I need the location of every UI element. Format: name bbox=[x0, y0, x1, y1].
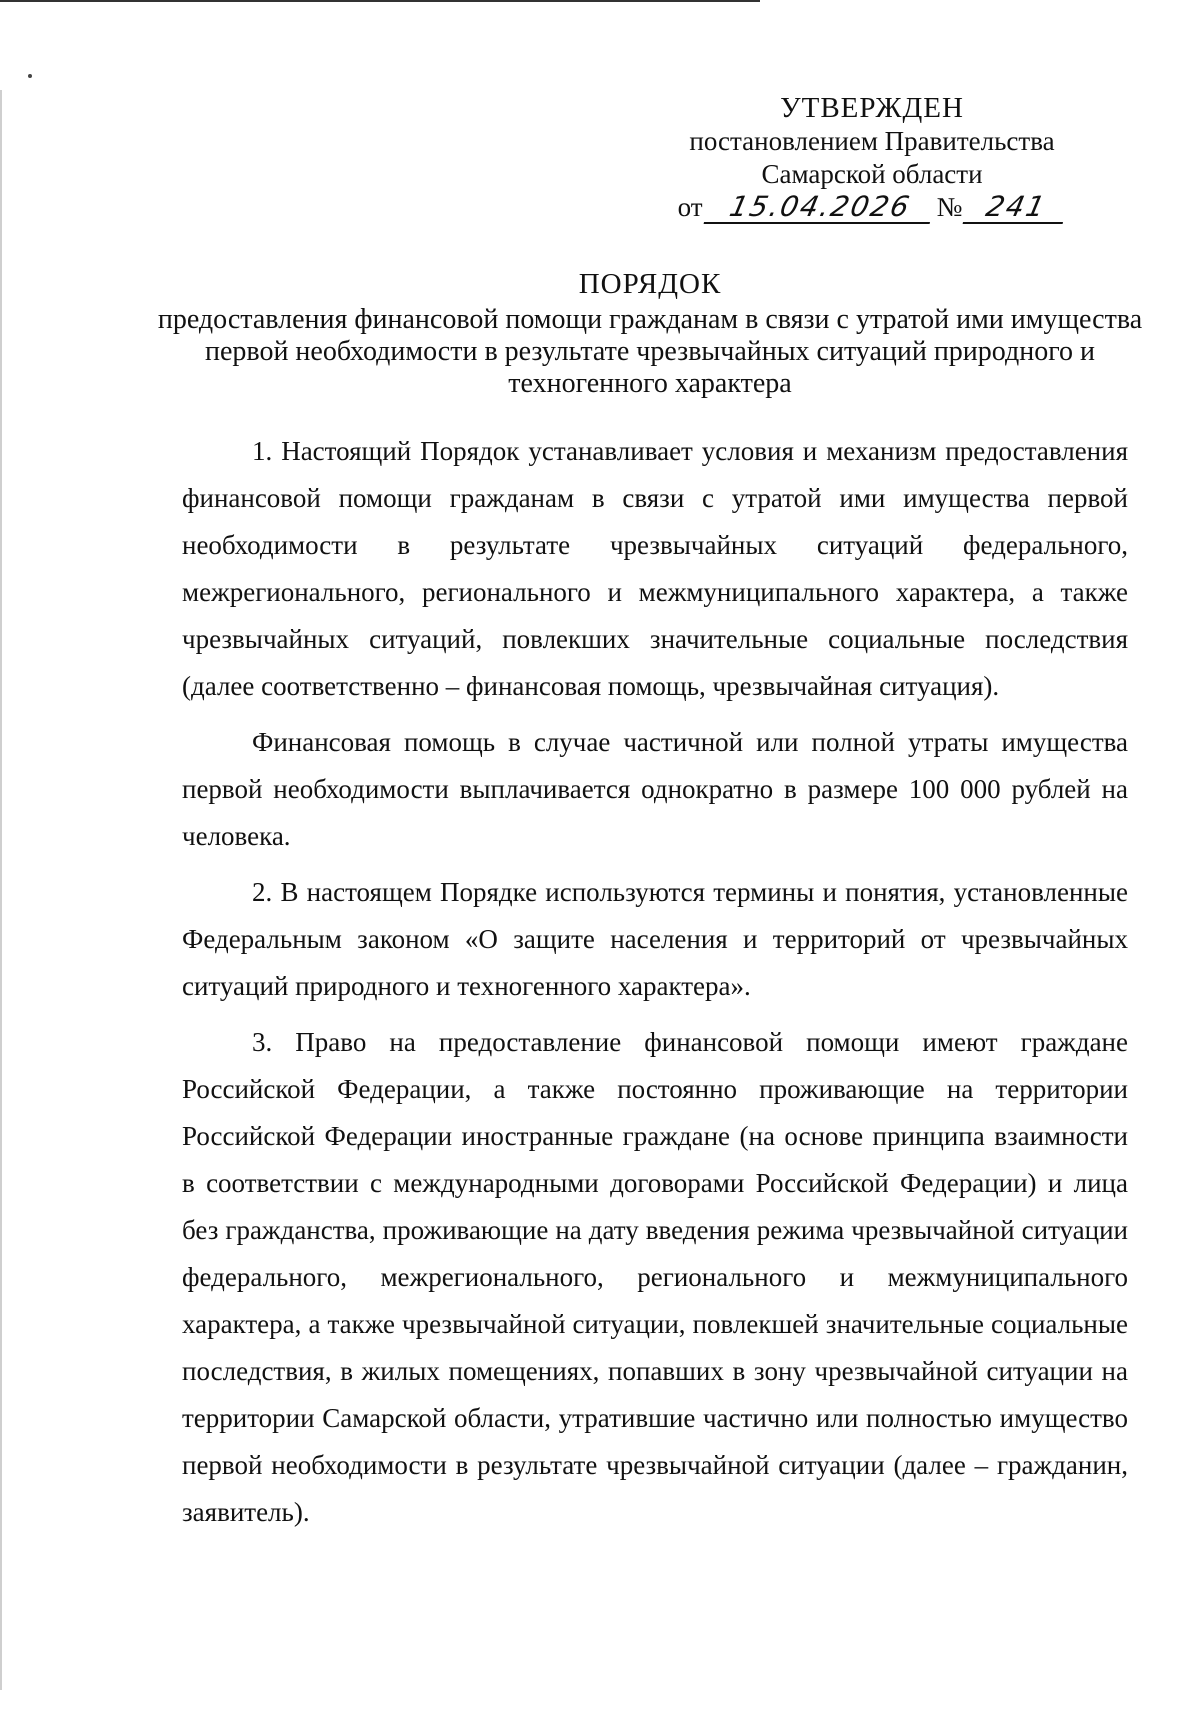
paragraph-1: 1. Настоящий Порядок устанавливает условия и механизм предоставления финансовой помощи гражданам в связи с утратой ими имущества первой необходимости в результате чрезвычайных ситуаций федерального, межрегионального, регионального и межмуниципального характера, а также чрезвычайных ситуаций, повлекших значительные социальные последствия (далее соответственно – финансовая помощь, чрезвычайная ситуация). bbox=[182, 436, 1128, 701]
approval-line-2: Самарской области bbox=[761, 159, 983, 189]
paragraph-4: 3. Право на предоставление финансовой помощи имеют граждане Российской Федерации, а также постоянно проживающие на территории Российской Федерации иностранные граждане (на основе принципа взаимности в соответствии с международными договорами Российской Федерации) и лица без гражданства, проживающие на дату введения режима чрезвычайной ситуации федерального, межрегионального, регионального и межмуниципального характера, а также чрезвычайной ситуации, повлекшей значительные социальные последствия, в жилых помещениях, попавших в зону чрезвычайной ситуации на территории Самарской области, утратившие частично или полностью имущество первой необходимости в результате чрезвычайной ситуации (далее – гражданин, заявитель). bbox=[182, 1027, 1128, 1527]
scan-edge-left bbox=[0, 90, 2, 1690]
scan-speck bbox=[28, 74, 32, 78]
paragraph-3: 2. В настоящем Порядке используются термины и понятия, установленные Федеральным законом «О защите населения и территорий от чрезвычайных ситуаций природного и техногенного характера». bbox=[182, 877, 1128, 1001]
document-body bbox=[182, 428, 1128, 1545]
approval-heading: УТВЕРЖДЕН bbox=[780, 92, 964, 124]
approval-line-1: постановлением Правительства bbox=[689, 126, 1055, 156]
number-label: № bbox=[936, 192, 963, 222]
scan-edge-top bbox=[0, 0, 760, 2]
document-heading: ПОРЯДОК bbox=[578, 268, 722, 300]
approval-stamp-block bbox=[652, 92, 1092, 224]
from-label: от bbox=[677, 192, 703, 222]
document-title-block bbox=[150, 268, 1150, 400]
approval-date-line bbox=[652, 191, 1092, 224]
document-subtitle: предоставления финансовой помощи гражданам в связи с утратой ими имущества первой необходимости в результате чрезвычайных ситуаций природного и техногенного характера bbox=[157, 304, 1143, 399]
paragraph-2: Финансовая помощь в случае частичной или полной утраты имущества первой необходимости выплачивается однократно в размере 100 000 рублей на человека. bbox=[182, 727, 1128, 851]
handwritten-date: 15.04.2026 bbox=[703, 192, 936, 224]
handwritten-number: 241 bbox=[963, 192, 1070, 224]
